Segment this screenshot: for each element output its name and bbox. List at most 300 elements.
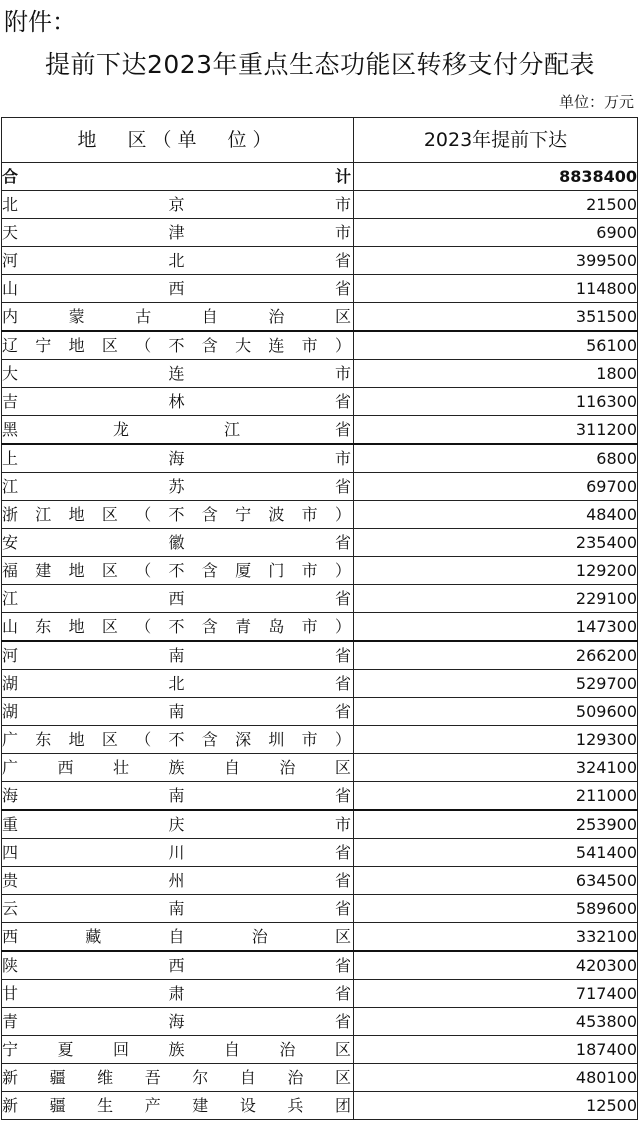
region-name-cell	[2, 529, 354, 557]
region-name-char: 区	[101, 335, 118, 355]
region-name-char: （	[135, 729, 152, 749]
region-name-char: 西	[168, 278, 185, 298]
region-name	[2, 392, 351, 412]
amount-cell: 634500	[354, 867, 638, 895]
region-name-char: 区	[334, 926, 351, 946]
amount-cell: 235400	[354, 529, 638, 557]
region-name-cell	[2, 501, 354, 529]
region-name-char: 西	[168, 588, 185, 608]
region-name	[2, 195, 351, 215]
region-name-cell	[2, 613, 354, 642]
region-name-cell	[2, 303, 354, 332]
region-name	[2, 505, 351, 525]
region-name-char: 市	[301, 729, 318, 749]
region-name-char: 宁	[2, 1039, 19, 1059]
amount-cell: 1800	[354, 360, 638, 388]
amount-cell: 48400	[354, 501, 638, 529]
region-name-char: 吉	[2, 391, 19, 411]
region-name	[2, 533, 351, 553]
region-name-char: 计	[334, 166, 351, 186]
total-row	[2, 163, 638, 191]
region-name-char: 南	[168, 645, 185, 665]
region-name-char: 不	[168, 729, 185, 749]
amount-cell: 129200	[354, 557, 638, 585]
region-name	[2, 674, 351, 694]
region-name-cell	[2, 726, 354, 754]
region-name-char: 建	[192, 1095, 209, 1115]
region-name	[2, 646, 351, 666]
region-name-char: 疆	[49, 1095, 66, 1115]
region-name-char: 市	[301, 616, 318, 636]
region-name-cell	[2, 557, 354, 585]
region-name-char: 市	[334, 363, 351, 383]
region-name	[2, 843, 351, 863]
region-name-char: 市	[334, 222, 351, 242]
table-row	[2, 670, 638, 698]
region-name-char: 省	[334, 983, 351, 1003]
region-name-char: 河	[2, 250, 19, 270]
region-name-char: 西	[57, 757, 74, 777]
region-name-cell	[2, 331, 354, 360]
region-name-cell	[2, 754, 354, 782]
amount-cell: 420300	[354, 951, 638, 980]
region-name-char: 贵	[2, 870, 19, 890]
region-name-char: 藏	[85, 926, 102, 946]
amount-cell: 147300	[354, 613, 638, 642]
region-name	[2, 279, 351, 299]
region-name-cell	[2, 473, 354, 501]
region-name-char: 省	[334, 476, 351, 496]
region-name-char: 浙	[2, 504, 19, 524]
region-name-char: 苏	[168, 476, 185, 496]
table-row	[2, 895, 638, 923]
region-name-char: 大	[235, 335, 252, 355]
table-row	[2, 1036, 638, 1064]
region-name-cell	[2, 839, 354, 867]
region-name-char: 区	[334, 1067, 351, 1087]
table-header-row	[2, 118, 638, 163]
region-name-cell	[2, 1008, 354, 1036]
region-name-char: 自	[201, 306, 218, 326]
region-name-char: 陕	[2, 955, 19, 975]
region-name-cell	[2, 247, 354, 275]
region-name-char: 含	[201, 560, 218, 580]
region-name	[2, 899, 351, 919]
table-row	[2, 923, 638, 952]
region-name-char: 大	[2, 363, 19, 383]
region-name-char: 不	[168, 335, 185, 355]
region-name	[2, 815, 351, 835]
amount-cell: 717400	[354, 980, 638, 1008]
region-name-char: 省	[334, 870, 351, 890]
region-name-char: 区	[101, 616, 118, 636]
region-name-cell	[2, 416, 354, 445]
region-name-char: 辽	[2, 335, 19, 355]
region-name-char: 族	[168, 1039, 185, 1059]
region-name-char: 东	[35, 729, 52, 749]
region-name-cell	[2, 275, 354, 303]
amount-cell: 229100	[354, 585, 638, 613]
region-name-char: 地	[68, 504, 85, 524]
region-name	[2, 561, 351, 581]
region-name-char: 省	[334, 588, 351, 608]
amount-cell: 6800	[354, 444, 638, 473]
region-name	[2, 1012, 351, 1032]
region-name-char: 市	[301, 335, 318, 355]
region-name-char: 省	[334, 701, 351, 721]
region-name-char: 山	[2, 278, 19, 298]
region-name-char: 疆	[49, 1067, 66, 1087]
region-name-char: 省	[334, 842, 351, 862]
region-name-char: 山	[2, 616, 19, 636]
table-row	[2, 444, 638, 473]
region-name-char: 吾	[144, 1067, 161, 1087]
table-row	[2, 726, 638, 754]
region-name-char: 甘	[2, 983, 19, 1003]
region-name-char: 自	[239, 1067, 256, 1087]
table-row	[2, 698, 638, 726]
table-row	[2, 1008, 638, 1036]
region-name-char: 区	[101, 504, 118, 524]
region-name-char: 地	[68, 335, 85, 355]
region-name-char: 广	[2, 729, 19, 749]
document-title: 提前下达2023年重点生态功能区转移支付分配表	[44, 50, 596, 79]
region-name	[2, 420, 351, 440]
region-name-char: 产	[144, 1095, 161, 1115]
region-name	[2, 730, 351, 750]
table-row	[2, 585, 638, 613]
region-name	[2, 1096, 351, 1116]
region-name	[2, 223, 351, 243]
region-name-char: 深	[235, 729, 252, 749]
region-name	[2, 984, 351, 1004]
region-name-char: 波	[268, 504, 285, 524]
region-name-char: 地	[68, 729, 85, 749]
table-row	[2, 219, 638, 247]
region-name-char: 海	[168, 1011, 185, 1031]
region-name-char: 圳	[268, 729, 285, 749]
amount-cell: 21500	[354, 191, 638, 219]
region-name-char: 省	[334, 250, 351, 270]
unit-label: 单位：万元	[558, 93, 634, 111]
table-row	[2, 191, 638, 219]
amount-cell: 351500	[354, 303, 638, 332]
region-name-char: 湖	[2, 673, 19, 693]
region-name-char: 夏	[57, 1039, 74, 1059]
region-name-cell	[2, 980, 354, 1008]
table-row	[2, 810, 638, 839]
region-name	[2, 251, 351, 271]
table-row	[2, 782, 638, 811]
amount-cell: 12500	[354, 1092, 638, 1120]
region-name-char: 省	[334, 673, 351, 693]
region-name-char: 岛	[268, 616, 285, 636]
region-name-char: 建	[35, 560, 52, 580]
table-row	[2, 641, 638, 670]
region-name-char: 尔	[192, 1067, 209, 1087]
region-name-char: 江	[2, 588, 19, 608]
region-name-cell	[2, 923, 354, 952]
amount-cell: 211000	[354, 782, 638, 811]
amount-cell: 56100	[354, 331, 638, 360]
region-name-char: 省	[334, 785, 351, 805]
amount-cell: 253900	[354, 810, 638, 839]
region-name-char: 含	[201, 335, 218, 355]
region-name-cell	[2, 444, 354, 473]
amount-cell: 129300	[354, 726, 638, 754]
region-name-cell	[2, 867, 354, 895]
region-name-char: 省	[334, 955, 351, 975]
region-name-char: 省	[334, 391, 351, 411]
region-name	[2, 1068, 351, 1088]
region-name-char: 治	[251, 926, 268, 946]
region-name-char: 肃	[168, 983, 185, 1003]
region-name-char: 含	[201, 504, 218, 524]
column-header-amount: 2023年提前下达	[354, 118, 638, 163]
region-name-char: 地	[68, 616, 85, 636]
amount-cell: 589600	[354, 895, 638, 923]
amount-cell: 311200	[354, 416, 638, 445]
table-row	[2, 1092, 638, 1120]
region-name-char: （	[135, 504, 152, 524]
table-row	[2, 303, 638, 332]
region-name-char: 青	[235, 616, 252, 636]
region-name	[2, 307, 351, 327]
table-body	[2, 163, 638, 1120]
region-name	[2, 167, 351, 187]
region-name-cell	[2, 388, 354, 416]
region-name-char: （	[135, 560, 152, 580]
amount-cell: 541400	[354, 839, 638, 867]
region-name-char: 北	[168, 250, 185, 270]
region-name-cell	[2, 641, 354, 670]
region-name-char: 区	[334, 757, 351, 777]
amount-cell: 114800	[354, 275, 638, 303]
region-name-char: 省	[334, 1011, 351, 1031]
amount-cell: 116300	[354, 388, 638, 416]
region-name-char: 厦	[235, 560, 252, 580]
amount-cell: 324100	[354, 754, 638, 782]
table-row	[2, 275, 638, 303]
region-name-char: 南	[168, 701, 185, 721]
region-name-char: 回	[112, 1039, 129, 1059]
table-row	[2, 557, 638, 585]
region-name-char: 江	[35, 504, 52, 524]
table-row	[2, 613, 638, 642]
region-name-char: ）	[334, 560, 351, 580]
region-name-char: 北	[2, 194, 19, 214]
region-name-char: 合	[2, 166, 19, 186]
region-name-char: 市	[334, 448, 351, 468]
region-name-char: 东	[35, 616, 52, 636]
region-name-char: （	[135, 335, 152, 355]
table-row	[2, 360, 638, 388]
region-name-cell	[2, 1064, 354, 1092]
region-name	[2, 702, 351, 722]
region-name-char: 新	[2, 1095, 19, 1115]
amount-cell: 399500	[354, 247, 638, 275]
region-name-char: 蒙	[68, 306, 85, 326]
region-name-char: 省	[334, 419, 351, 439]
region-name-char: 区	[101, 560, 118, 580]
table-row	[2, 980, 638, 1008]
region-name-char: 省	[334, 278, 351, 298]
region-name-char: 内	[2, 306, 19, 326]
region-name	[2, 449, 351, 469]
region-name-char: 庆	[168, 814, 185, 834]
region-name-char: 含	[201, 616, 218, 636]
amount-cell: 69700	[354, 473, 638, 501]
total-amount-cell: 8838400	[354, 163, 638, 191]
amount-cell: 480100	[354, 1064, 638, 1092]
region-name-cell	[2, 698, 354, 726]
amount-cell: 266200	[354, 641, 638, 670]
region-name-char: 福	[2, 560, 19, 580]
region-name	[2, 589, 351, 609]
region-name-char: 壮	[112, 757, 129, 777]
region-name-char: 宁	[235, 504, 252, 524]
table-row	[2, 529, 638, 557]
region-name-char: 江	[2, 476, 19, 496]
table-row	[2, 247, 638, 275]
region-name-cell	[2, 191, 354, 219]
region-name-char: 州	[168, 870, 185, 890]
table-row	[2, 388, 638, 416]
attachment-label: 附件：	[4, 8, 76, 36]
amount-cell: 332100	[354, 923, 638, 952]
region-name-char: 自	[223, 757, 240, 777]
region-name-char: 市	[301, 504, 318, 524]
region-name-char: 新	[2, 1067, 19, 1087]
region-name-char: （	[135, 616, 152, 636]
region-name-char: 广	[2, 757, 19, 777]
region-name-char: ）	[334, 616, 351, 636]
amount-cell: 509600	[354, 698, 638, 726]
region-name-char: 兵	[287, 1095, 304, 1115]
region-name-cell	[2, 219, 354, 247]
region-name	[2, 758, 351, 778]
region-name-char: 西	[168, 955, 185, 975]
table-row	[2, 951, 638, 980]
region-name-cell	[2, 810, 354, 839]
region-name-char: 省	[334, 645, 351, 665]
region-name-cell	[2, 895, 354, 923]
allocation-table	[1, 117, 638, 1120]
table-row	[2, 1064, 638, 1092]
region-name	[2, 927, 351, 947]
region-name-char: ）	[334, 335, 351, 355]
region-name-char: 西	[2, 926, 19, 946]
region-name	[2, 871, 351, 891]
table-row	[2, 754, 638, 782]
amount-cell: 6900	[354, 219, 638, 247]
region-name-char: 治	[268, 306, 285, 326]
region-name-char: 治	[279, 1039, 296, 1059]
region-name-cell	[2, 360, 354, 388]
region-name-char: 维	[97, 1067, 114, 1087]
region-name-char: 市	[301, 560, 318, 580]
region-name-char: 不	[168, 560, 185, 580]
region-name-char: 连	[268, 335, 285, 355]
region-name-char: ）	[334, 729, 351, 749]
region-name-char: 天	[2, 222, 19, 242]
region-name-char: 自	[223, 1039, 240, 1059]
region-name-char: 治	[279, 757, 296, 777]
table-row	[2, 416, 638, 445]
region-name-char: 自	[168, 926, 185, 946]
region-name	[2, 617, 351, 637]
region-name-char: 徽	[168, 532, 185, 552]
region-name-char: 族	[168, 757, 185, 777]
region-name-char: 市	[334, 194, 351, 214]
region-name-char: 连	[168, 363, 185, 383]
table-row	[2, 331, 638, 360]
region-name-cell	[2, 1092, 354, 1120]
region-name-char: ）	[334, 504, 351, 524]
region-name	[2, 956, 351, 976]
region-name	[2, 336, 351, 356]
region-name-char: 区	[334, 1039, 351, 1059]
region-name-char: 门	[268, 560, 285, 580]
region-name-char: 上	[2, 448, 19, 468]
region-name	[2, 786, 351, 806]
amount-cell: 453800	[354, 1008, 638, 1036]
region-name-char: 宁	[35, 335, 52, 355]
region-name-char: 南	[168, 785, 185, 805]
region-name-char: 含	[201, 729, 218, 749]
region-name-char: 四	[2, 842, 19, 862]
region-name-char: 重	[2, 814, 19, 834]
region-name-char: 省	[334, 898, 351, 918]
table-row	[2, 839, 638, 867]
region-name-char: 林	[168, 391, 185, 411]
region-name-char: 安	[2, 532, 19, 552]
table-row	[2, 867, 638, 895]
region-name-char: 海	[2, 785, 19, 805]
region-name-char: 市	[334, 814, 351, 834]
region-name-char: 云	[2, 898, 19, 918]
region-name-char: 省	[334, 532, 351, 552]
region-name-char: 黑	[2, 419, 19, 439]
region-name-cell	[2, 951, 354, 980]
region-name-char: 青	[2, 1011, 19, 1031]
region-name-char: 川	[168, 842, 185, 862]
region-name	[2, 1040, 351, 1060]
region-name-cell	[2, 670, 354, 698]
region-name-char: 区	[334, 306, 351, 326]
region-name-char: 南	[168, 898, 185, 918]
region-name-char: 津	[168, 222, 185, 242]
region-name-char: 古	[135, 306, 152, 326]
table-row	[2, 473, 638, 501]
region-name-char: 治	[287, 1067, 304, 1087]
region-name	[2, 477, 351, 497]
region-name-char: 地	[68, 560, 85, 580]
region-name-cell	[2, 163, 354, 191]
region-name-char: 龙	[112, 419, 129, 439]
region-name	[2, 364, 351, 384]
region-name-char: 不	[168, 616, 185, 636]
region-name-char: 设	[239, 1095, 256, 1115]
region-name-cell	[2, 585, 354, 613]
region-name-cell	[2, 782, 354, 811]
column-header-region: 地 区（单 位）	[2, 118, 354, 163]
region-name-char: 区	[101, 729, 118, 749]
region-name-char: 北	[168, 673, 185, 693]
region-name-char: 京	[168, 194, 185, 214]
region-name-char: 河	[2, 645, 19, 665]
region-name-char: 湖	[2, 701, 19, 721]
